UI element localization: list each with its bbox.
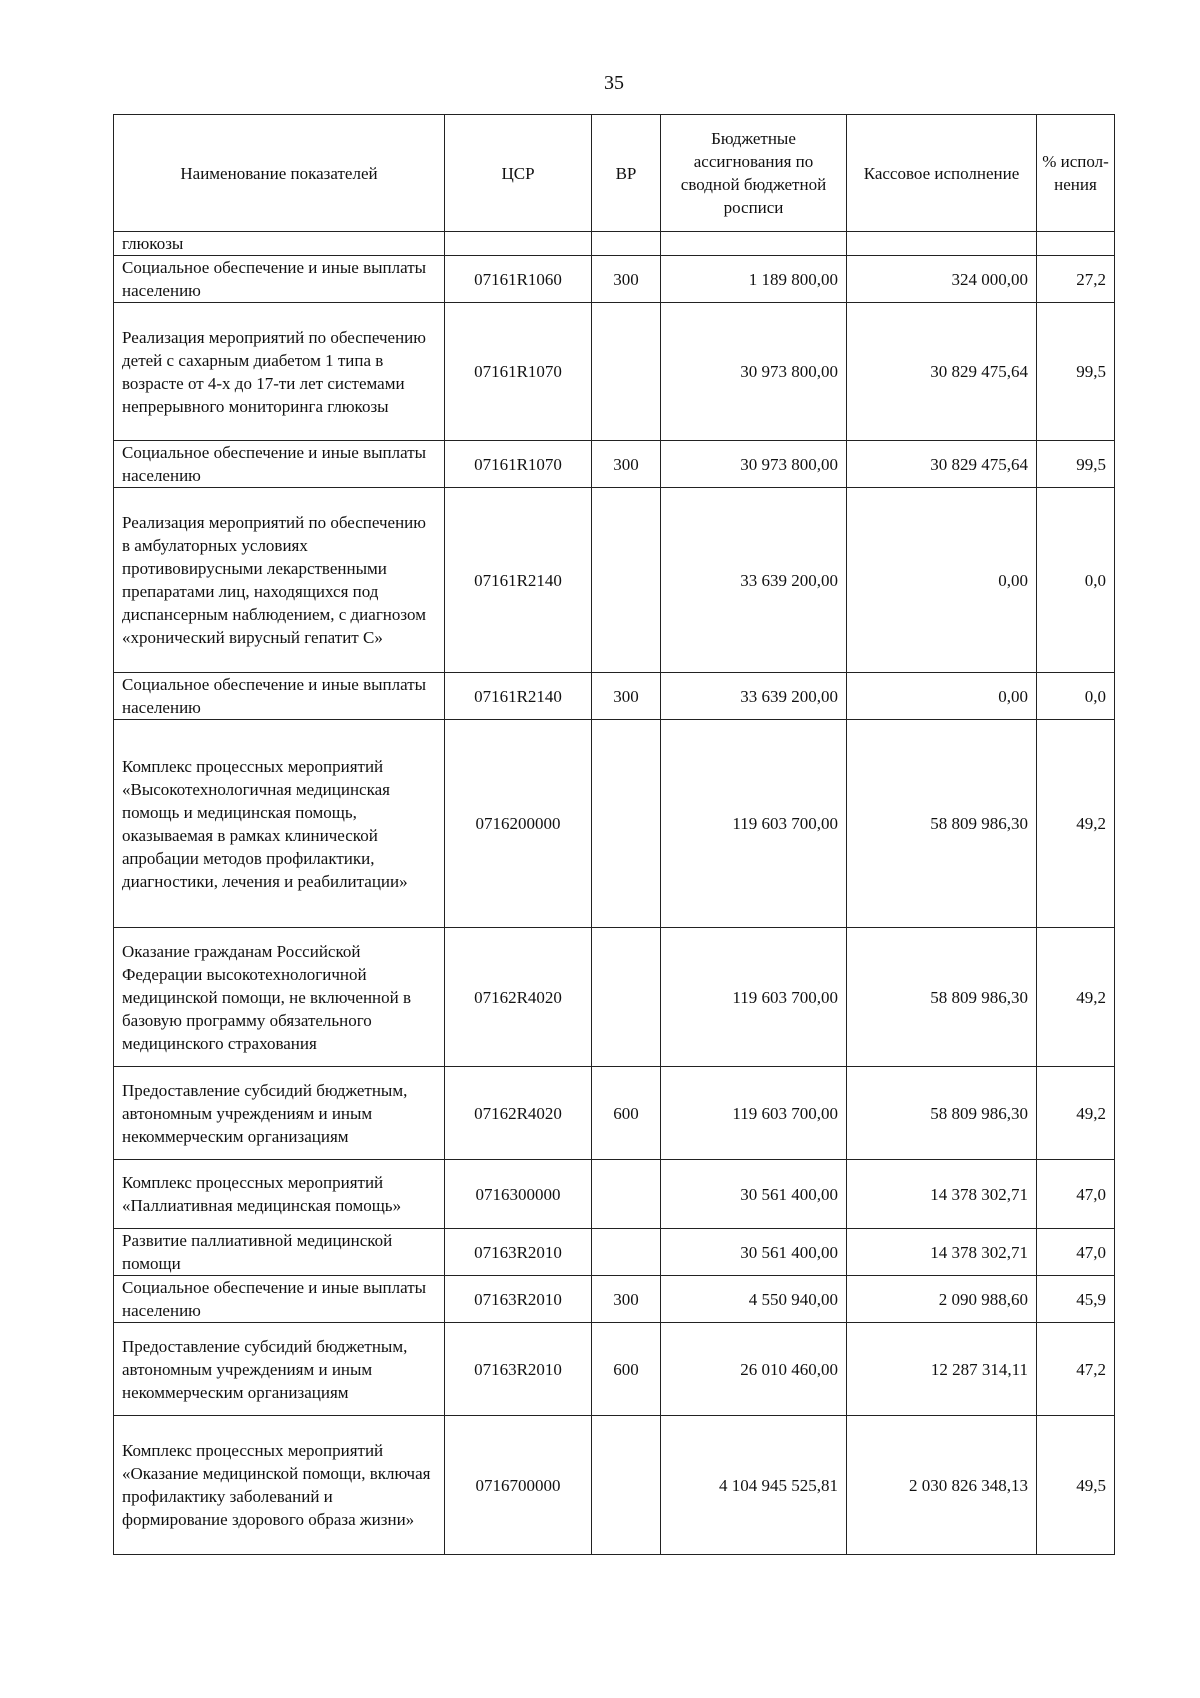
table-row (114, 441, 1115, 488)
cell-vr: 300 (592, 1276, 661, 1323)
cell-cash: 30 829 475,64 (847, 303, 1037, 441)
cell-csr: 07161R2140 (445, 488, 592, 673)
header-percent: % испол-нения (1037, 115, 1115, 232)
table-header-row (114, 115, 1115, 232)
cell-percent: 49,5 (1037, 1416, 1115, 1555)
cell-vr (592, 303, 661, 441)
cell-csr: 07161R1070 (445, 441, 592, 488)
cell-percent: 27,2 (1037, 256, 1115, 303)
page-number: 35 (604, 72, 624, 94)
cell-vr: 600 (592, 1067, 661, 1160)
cell-cash: 30 829 475,64 (847, 441, 1037, 488)
cell-name: Социальное обеспечение и иные выплаты населению (114, 256, 445, 303)
cell-cash: 58 809 986,30 (847, 928, 1037, 1067)
cell-budget: 30 973 800,00 (661, 441, 847, 488)
header-csr: ЦСР (445, 115, 592, 232)
cell-cash: 14 378 302,71 (847, 1229, 1037, 1276)
cell-csr: 07163R2010 (445, 1323, 592, 1416)
cell-cash: 0,00 (847, 673, 1037, 720)
cell-cash: 324 000,00 (847, 256, 1037, 303)
cell-vr (592, 1229, 661, 1276)
cell-vr (592, 232, 661, 256)
cell-name: Предоставление субсидий бюджетным, автономным учреждениям и иным некоммерческим организациям (114, 1323, 445, 1416)
cell-vr: 600 (592, 1323, 661, 1416)
cell-csr: 07163R2010 (445, 1276, 592, 1323)
cell-csr: 07161R1060 (445, 256, 592, 303)
cell-cash: 2 030 826 348,13 (847, 1416, 1037, 1555)
cell-budget: 26 010 460,00 (661, 1323, 847, 1416)
cell-budget: 1 189 800,00 (661, 256, 847, 303)
cell-cash: 2 090 988,60 (847, 1276, 1037, 1323)
cell-name: Социальное обеспечение и иные выплаты населению (114, 441, 445, 488)
cell-csr: 07161R1070 (445, 303, 592, 441)
cell-budget: 33 639 200,00 (661, 673, 847, 720)
cell-budget: 4 104 945 525,81 (661, 1416, 847, 1555)
cell-csr: 07162R4020 (445, 928, 592, 1067)
header-budget: Бюджетные ассигнования по сводной бюджетной росписи (661, 115, 847, 232)
cell-percent: 99,5 (1037, 441, 1115, 488)
cell-budget: 30 561 400,00 (661, 1229, 847, 1276)
cell-name: Реализация мероприятий по обеспечению в амбулаторных условиях противовирусными лекарственными препаратами лиц, находящихся под диспансерным наблюдением, с диагнозом «хронический вирусный гепатит С» (114, 488, 445, 673)
table-row (114, 488, 1115, 673)
table-row (114, 232, 1115, 256)
table-row (114, 928, 1115, 1067)
cell-budget: 119 603 700,00 (661, 928, 847, 1067)
cell-budget: 119 603 700,00 (661, 720, 847, 928)
table-row (114, 1067, 1115, 1160)
cell-percent: 47,2 (1037, 1323, 1115, 1416)
header-cash: Кассовое исполнение (847, 115, 1037, 232)
cell-percent: 45,9 (1037, 1276, 1115, 1323)
cell-csr: 0716700000 (445, 1416, 592, 1555)
cell-percent: 0,0 (1037, 673, 1115, 720)
table-row (114, 673, 1115, 720)
cell-csr: 0716300000 (445, 1160, 592, 1229)
cell-cash: 58 809 986,30 (847, 1067, 1037, 1160)
cell-percent: 49,2 (1037, 720, 1115, 928)
cell-vr: 300 (592, 441, 661, 488)
cell-csr: 07161R2140 (445, 673, 592, 720)
cell-csr: 07162R4020 (445, 1067, 592, 1160)
cell-vr (592, 720, 661, 928)
table-row (114, 256, 1115, 303)
table-row (114, 303, 1115, 441)
cell-cash: 12 287 314,11 (847, 1323, 1037, 1416)
table-row (114, 1416, 1115, 1555)
cell-name: Социальное обеспечение и иные выплаты населению (114, 673, 445, 720)
cell-name: Предоставление субсидий бюджетным, автономным учреждениям и иным некоммерческим организациям (114, 1067, 445, 1160)
cell-name: глюкозы (114, 232, 445, 256)
cell-budget: 30 561 400,00 (661, 1160, 847, 1229)
header-vr: ВР (592, 115, 661, 232)
cell-csr (445, 232, 592, 256)
cell-cash (847, 232, 1037, 256)
cell-budget: 119 603 700,00 (661, 1067, 847, 1160)
cell-cash: 0,00 (847, 488, 1037, 673)
cell-budget (661, 232, 847, 256)
cell-name: Развитие паллиативной медицинской помощи (114, 1229, 445, 1276)
cell-csr: 07163R2010 (445, 1229, 592, 1276)
table-row (114, 720, 1115, 928)
cell-name: Социальное обеспечение и иные выплаты населению (114, 1276, 445, 1323)
cell-name: Комплекс процессных мероприятий «Паллиативная медицинская помощь» (114, 1160, 445, 1229)
table-row (114, 1229, 1115, 1276)
cell-vr (592, 1160, 661, 1229)
cell-budget: 4 550 940,00 (661, 1276, 847, 1323)
cell-percent: 49,2 (1037, 928, 1115, 1067)
table-row (114, 1276, 1115, 1323)
cell-percent: 47,0 (1037, 1160, 1115, 1229)
cell-vr (592, 1416, 661, 1555)
header-name: Наименование показателей (114, 115, 445, 232)
cell-vr: 300 (592, 673, 661, 720)
budget-execution-table (113, 114, 1115, 1555)
table-row (114, 1323, 1115, 1416)
cell-percent: 99,5 (1037, 303, 1115, 441)
cell-budget: 30 973 800,00 (661, 303, 847, 441)
cell-cash: 58 809 986,30 (847, 720, 1037, 928)
cell-cash: 14 378 302,71 (847, 1160, 1037, 1229)
cell-percent: 0,0 (1037, 488, 1115, 673)
cell-vr: 300 (592, 256, 661, 303)
cell-name: Оказание гражданам Российской Федерации высокотехнологичной медицинской помощи, не включенной в базовую программу обязательного медицинского страхования (114, 928, 445, 1067)
cell-percent: 47,0 (1037, 1229, 1115, 1276)
cell-percent (1037, 232, 1115, 256)
cell-name: Реализация мероприятий по обеспечению детей с сахарным диабетом 1 типа в возрасте от 4-х до 17-ти лет системами непрерывного мониторинга глюкозы (114, 303, 445, 441)
cell-csr: 0716200000 (445, 720, 592, 928)
cell-budget: 33 639 200,00 (661, 488, 847, 673)
cell-percent: 49,2 (1037, 1067, 1115, 1160)
cell-name: Комплекс процессных мероприятий «Высокотехнологичная медицинская помощь и медицинская помощь, оказываемая в рамках клинической апробации методов профилактики, диагностики, лечения и реабилитации» (114, 720, 445, 928)
cell-name: Комплекс процессных мероприятий «Оказание медицинской помощи, включая профилактику заболеваний и формирование здорового образа жизни» (114, 1416, 445, 1555)
cell-vr (592, 488, 661, 673)
cell-vr (592, 928, 661, 1067)
table-row (114, 1160, 1115, 1229)
